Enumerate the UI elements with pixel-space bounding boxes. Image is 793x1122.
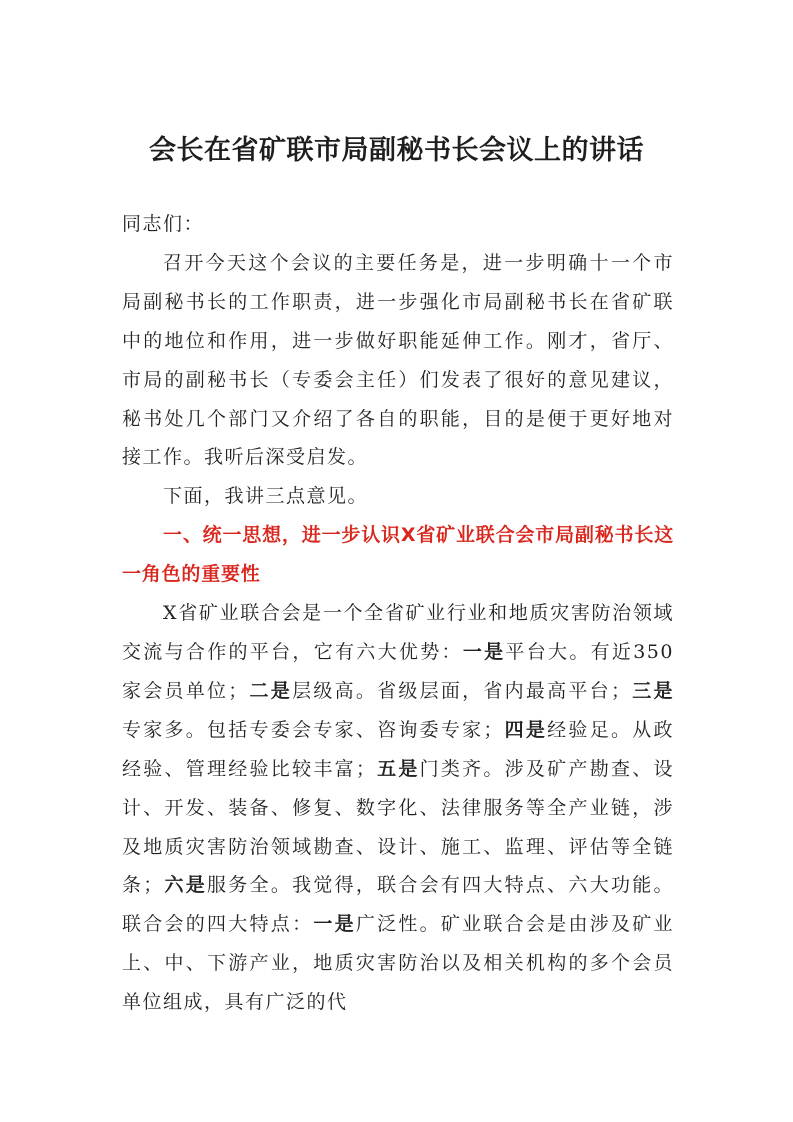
paragraph	[122, 594, 674, 1022]
emphasis-label: 六是	[163, 874, 208, 897]
paragraph-text: 门类齐。涉及矿产勘查、设计、开发、装备、修复、数字化、法律服务等全产业链，涉及地质灾害防治领域勘查、设计、施工、监理、评估等全链条；	[122, 757, 674, 897]
document-title: 会长在省矿联市局副秘书长会议上的讲话	[149, 135, 644, 166]
paragraph-text: 经验足。从政经验、管理经验比较丰富；	[122, 718, 674, 780]
paragraph-text: 专家多。包括专委会专家、咨询委专家；	[122, 718, 504, 741]
emphasis-label: 一是	[313, 913, 356, 936]
emphasis-label: 二是	[248, 679, 293, 702]
paragraph-text: 服务全。我觉得，联合会有四大特点、六大功能。联合会的四大特点：	[122, 874, 674, 936]
emphasis-label: 四是	[503, 718, 548, 741]
paragraph: 下面，我讲三点意见。	[163, 485, 369, 508]
paragraph-text: X省矿业联合会是一个全省矿业行业和地质灾害防治领域交流与合作的平台，它有六大优势：	[122, 602, 674, 663]
emphasis-label: 一是	[462, 640, 506, 663]
emphasis-label: 五是	[376, 757, 420, 780]
paragraph-text: 广泛性。矿业联合会是由涉及矿业上、中、下游产业，地质灾害防治以及相关机构的多个会员单位组成，具有广泛的代	[122, 913, 674, 1014]
section-heading: 一、统一思想，进一步认识X省矿业联合会市局副秘书长这一角色的重要性	[122, 524, 674, 586]
salutation: 同志们：	[122, 213, 205, 235]
document-body	[122, 205, 674, 1022]
paragraph-text: 平台大。有近350家会员单位；	[122, 640, 674, 702]
emphasis-label: 三是	[631, 679, 674, 702]
paragraph: 召开今天这个会议的主要任务是，进一步明确十一个市局副秘书长的工作职责，进一步强化市局副秘书长在省矿联中的地位和作用，进一步做好职能延伸工作。刚才，省厅、市局的副秘书长（专委会主任）们发表了很好的意见建议，秘书处几个部门又介绍了各自的职能，目的是便于更好地对接工作。我听后深受启发。	[122, 251, 674, 469]
paragraph-text: 层级高。省级层面，省内最高平台；	[292, 679, 632, 702]
